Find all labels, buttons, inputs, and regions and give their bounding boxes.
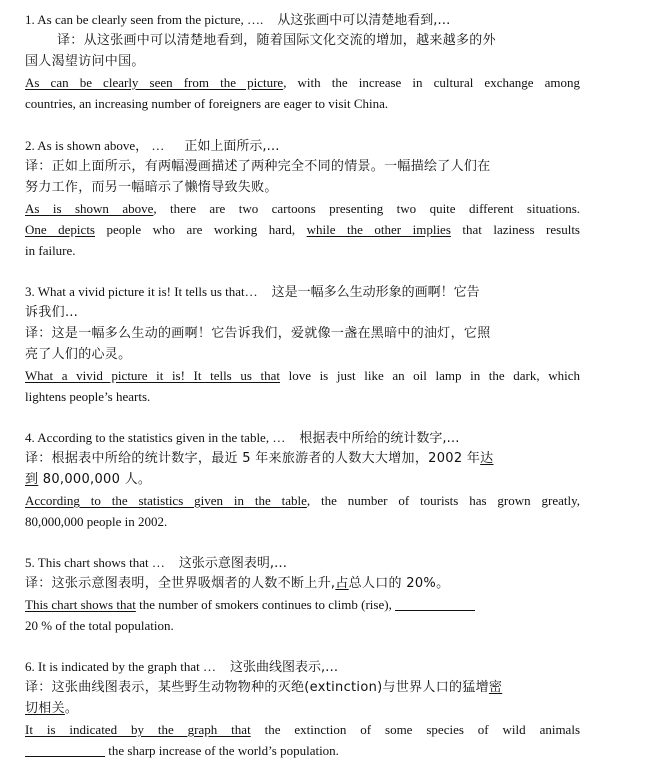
item-5-example-line-1: This chart shows that the number of smokers continues to climb (rise), [25, 594, 580, 615]
item-6-example-line-1: It is indicated by the graph that the extinction of some species of wild animals [25, 722, 581, 737]
item-6-translation-line-1: 译：这张曲线图表示，某些野生动物物种的灭绝(extinction)与世界人口的猛增密 [25, 680, 503, 695]
item-5-translation-line-1: 译：这张示意图表明，全世界吸烟者的人数不断上升,占总人口的 20%。 [25, 576, 450, 591]
item-5-heading: 5. This chart shows that … 这张示意图表明,… [25, 555, 287, 571]
fill-in-blank[interactable] [395, 596, 475, 611]
item-1-translation-line-2: 国人渴望访问中国。 [25, 54, 145, 69]
item-1-translation-line-1: 译：从这张画中可以清楚地看到，随着国际文化交流的增加，越来越多的外 [57, 33, 496, 48]
item-3-heading-line-2: 诉我们… [25, 305, 79, 320]
item-6-heading: 6. It is indicated by the graph that … 这张曲线图表示,… [25, 659, 339, 675]
item-4-example-line-1: According to the statistics given in the table, the number of tourists has grown greatly, [25, 493, 580, 508]
item-6-translation-line-2: 切相关。 [25, 701, 79, 716]
item-3-translation-line-2: 亮了人们的心灵。 [25, 347, 132, 362]
item-1-heading: 1. As can be clearly seen from the picture, …. 从这张画中可以清楚地看到,… [25, 12, 451, 28]
item-1-example-line-1: As can be clearly seen from the picture, with the increase in cultural exchange among [25, 75, 581, 90]
item-2-translation-line-1: 译：正如上面所示，有两幅漫画描述了两种完全不同的情景。一幅描绘了人们在 [25, 159, 491, 174]
item-4-translation-line-2: 到 80,000,000 人。 [25, 472, 152, 487]
item-4-example-line-2: 80,000,000 people in 2002. [25, 514, 168, 529]
item-2-translation-line-2: 努力工作，而另一幅暗示了懒惰导致失败。 [25, 180, 278, 195]
item-6-example-line-2: the sharp increase of the world’s population. [25, 740, 580, 761]
item-3-example-line-2: lightens people’s hearts. [25, 389, 151, 404]
item-4-translation-line-1: 译：根据表中所给的统计数字，最近 5 年来旅游者的人数大大增加，2002 年达 [25, 451, 494, 466]
item-3-example-line-1: What a vivid picture it is! It tells us that love is just like an oil lamp in the dark, which [25, 368, 580, 383]
item-2-heading: 2. As is shown above， … 正如上面所示,… [25, 138, 280, 154]
item-3-translation-line-1: 译：这是一幅多么生动的画啊！它告诉我们，爱就像一盏在黑暗中的油灯，它照 [25, 326, 491, 341]
item-2-example-line-1: As is shown above, there are two cartoons presenting two quite different situations. [25, 201, 580, 216]
item-3-heading: 3. What a vivid picture it is! It tells us that… 这是一幅多么生动形象的画啊！它告 [25, 284, 480, 300]
item-2-example-line-2: One depicts people who are working hard, while the other implies that laziness results [25, 222, 580, 237]
item-5-example-line-2: 20 % of the total population. [25, 618, 174, 633]
fill-in-blank[interactable] [25, 742, 105, 757]
item-1-example-line-2: countries, an increasing number of foreigners are eager to visit China. [25, 96, 389, 111]
item-4-heading: 4. According to the statistics given in the table, … 根据表中所给的统计数字,… [25, 430, 460, 446]
item-2-example-line-3: in failure. [25, 243, 76, 258]
